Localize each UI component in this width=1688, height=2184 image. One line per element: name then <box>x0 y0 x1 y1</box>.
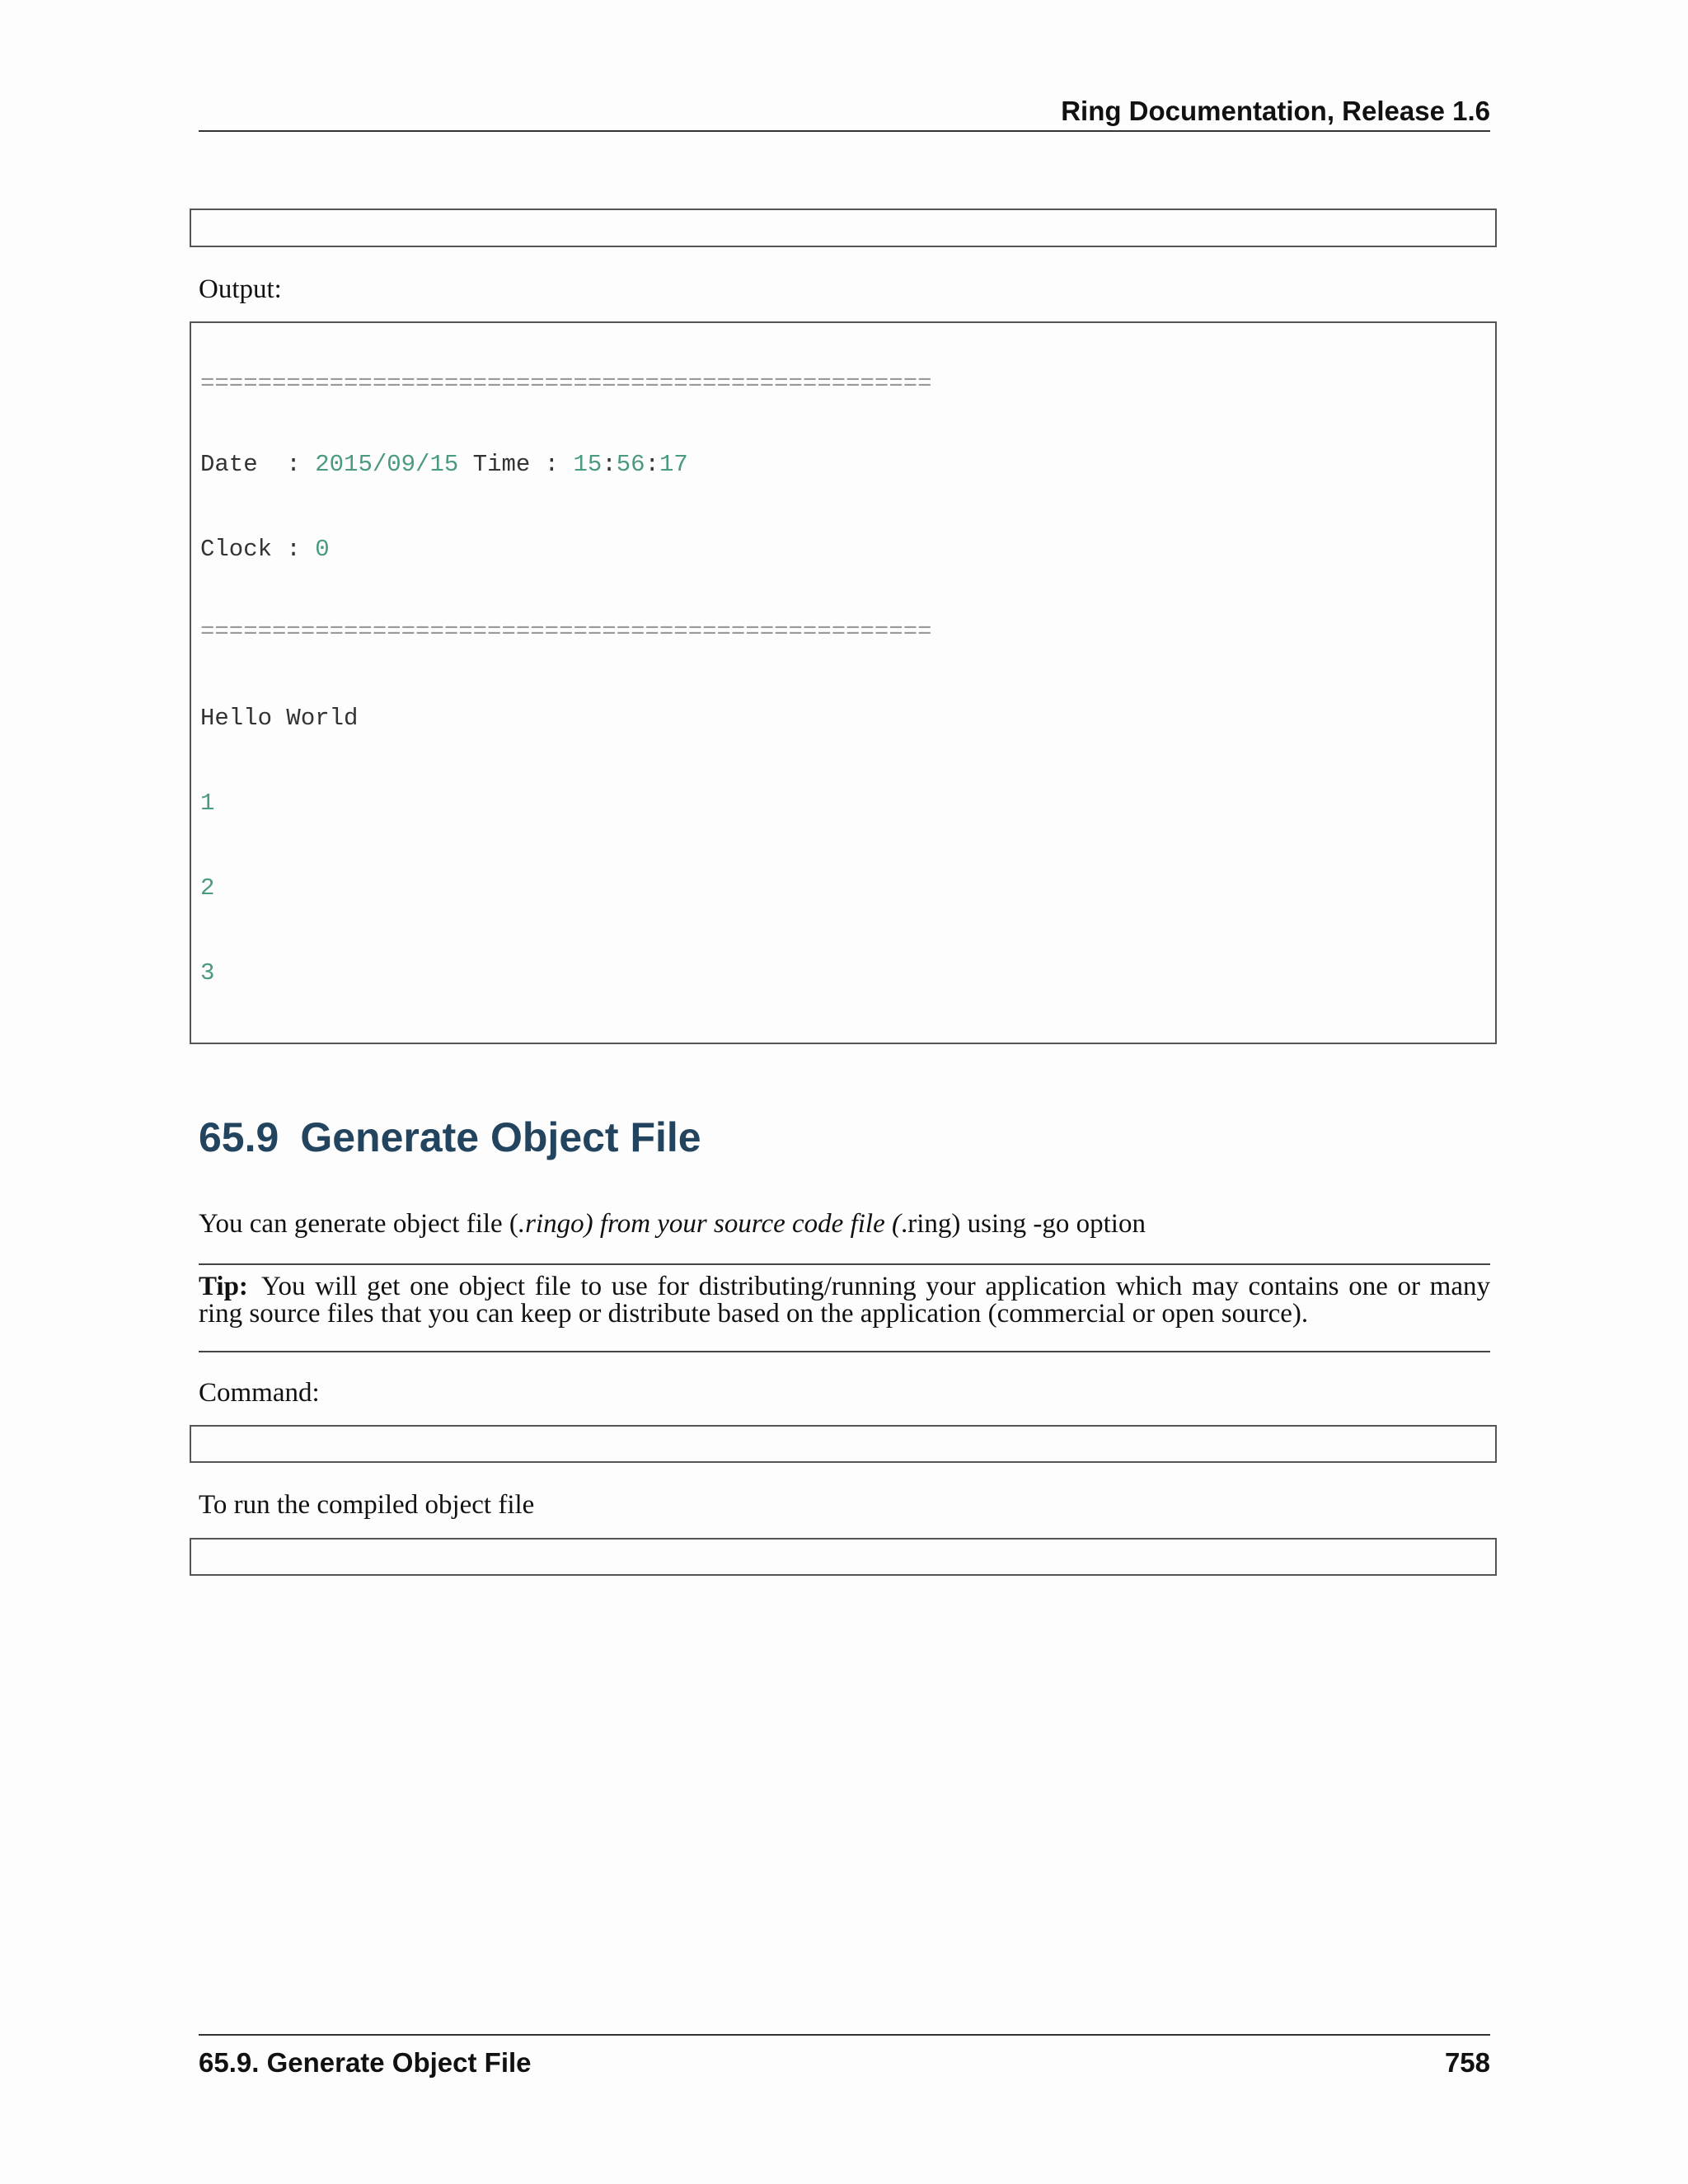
separator-line: =================================================== <box>200 617 932 645</box>
header-title: Ring Documentation, Release 1.6 <box>1061 96 1490 126</box>
code-block-run-command <box>190 1538 1497 1576</box>
intro-text: You can generate object file ( <box>199 1209 518 1239</box>
time-colon: : <box>645 451 659 478</box>
tip-box <box>199 1263 1490 1352</box>
date-value: 2015/09/15 <box>315 451 459 478</box>
tip-text: You will get one object file to use for distributing/running your application which may contains one or many ring source files that you can keep or distribute based on the application (commercial or open source). <box>199 1272 1490 1329</box>
time-colon: : <box>602 451 617 478</box>
code-block-go-command <box>190 1425 1497 1463</box>
section-heading <box>199 1108 701 1166</box>
number-line: 1 <box>200 790 215 818</box>
section-number: 65.9 <box>199 1114 279 1160</box>
intro-text: .ring) using -go option <box>900 1209 1146 1239</box>
intro-italic-text: .ringo) from your source code file ( <box>518 1209 901 1239</box>
clock-line <box>200 535 1495 565</box>
time-minute: 56 <box>616 451 645 478</box>
time-hour: 15 <box>573 451 603 478</box>
number-line: 2 <box>200 874 215 902</box>
time-second: 17 <box>659 451 688 478</box>
footer-section: 65.9. Generate Object File <box>199 2047 532 2078</box>
page-footer <box>199 2034 1490 2082</box>
code-block-performance-command <box>190 209 1497 247</box>
clock-label: Clock : <box>200 535 316 563</box>
run-label: To run the compiled object file <box>199 1490 535 1520</box>
hello-line: Hello World <box>200 705 359 733</box>
date-line <box>200 450 1495 480</box>
command-label: Command: <box>199 1378 320 1408</box>
separator-line: =================================================== <box>200 377 932 396</box>
output-label: Output: <box>199 274 282 304</box>
clock-value: 0 <box>315 535 330 563</box>
page-header <box>199 92 1490 132</box>
code-block-output <box>190 321 1497 1044</box>
tip-label: Tip: <box>199 1272 248 1301</box>
section-title: Generate Object File <box>300 1114 701 1160</box>
time-label: Time : <box>458 451 574 478</box>
intro-paragraph <box>199 1207 1146 1240</box>
number-line: 3 <box>200 958 215 987</box>
date-label: Date : <box>200 451 316 478</box>
footer-page-number: 758 <box>1444 2047 1490 2078</box>
number-line <box>200 1043 1495 1044</box>
